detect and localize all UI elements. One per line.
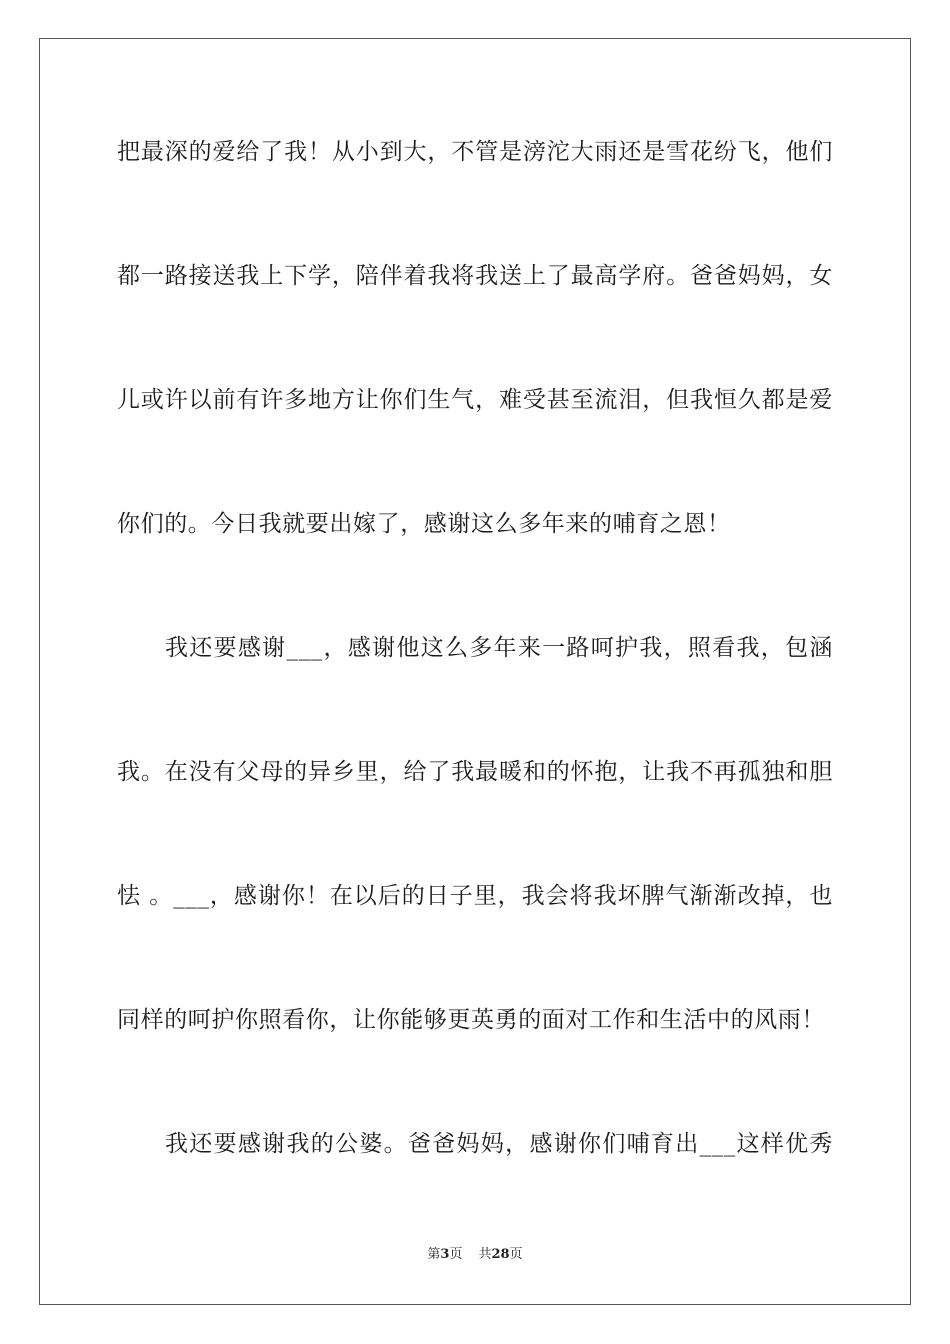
total-prefix: 共 xyxy=(478,1247,492,1262)
body-line-3: 儿或许以前有许多地方让你们生气，难受甚至流泪，但我恒久都是爱 xyxy=(117,387,833,413)
page-prefix: 第 xyxy=(427,1247,441,1262)
page-border xyxy=(39,38,911,1305)
body-line-9: 我还要感谢我的公婆。爸爸妈妈，感谢你们哺育出___这样优秀 xyxy=(165,1131,833,1157)
body-line-4: 你们的。今日我就要出嫁了，感谢这么多年来的哺育之恩！ xyxy=(117,511,731,537)
page-footer xyxy=(0,1246,950,1264)
body-line-7: 怯 。___，感谢你！在以后的日子里，我会将我坏脾气渐渐改掉，也 xyxy=(117,883,833,909)
body-line-5: 我还要感谢___，感谢他这么多年来一路呵护我，照看我，包涵 xyxy=(165,635,833,661)
body-line-8: 同样的呵护你照看你，让你能够更英勇的面对工作和生活中的风雨！ xyxy=(117,1007,825,1033)
total-unit: 页 xyxy=(509,1247,523,1262)
body-line-6: 我。在没有父母的异乡里，给了我最暖和的怀抱，让我不再孤独和胆 xyxy=(117,759,833,785)
body-line-2: 都一路接送我上下学，陪伴着我将我送上了最高学府。爸爸妈妈，女 xyxy=(117,263,833,289)
body-line-1: 把最深的爱给了我！从小到大，不管是滂沱大雨还是雪花纷飞，他们 xyxy=(117,139,833,165)
current-page-number: 3 xyxy=(440,1247,450,1262)
total-page-number: 28 xyxy=(491,1247,510,1262)
page-unit: 页 xyxy=(449,1247,463,1262)
